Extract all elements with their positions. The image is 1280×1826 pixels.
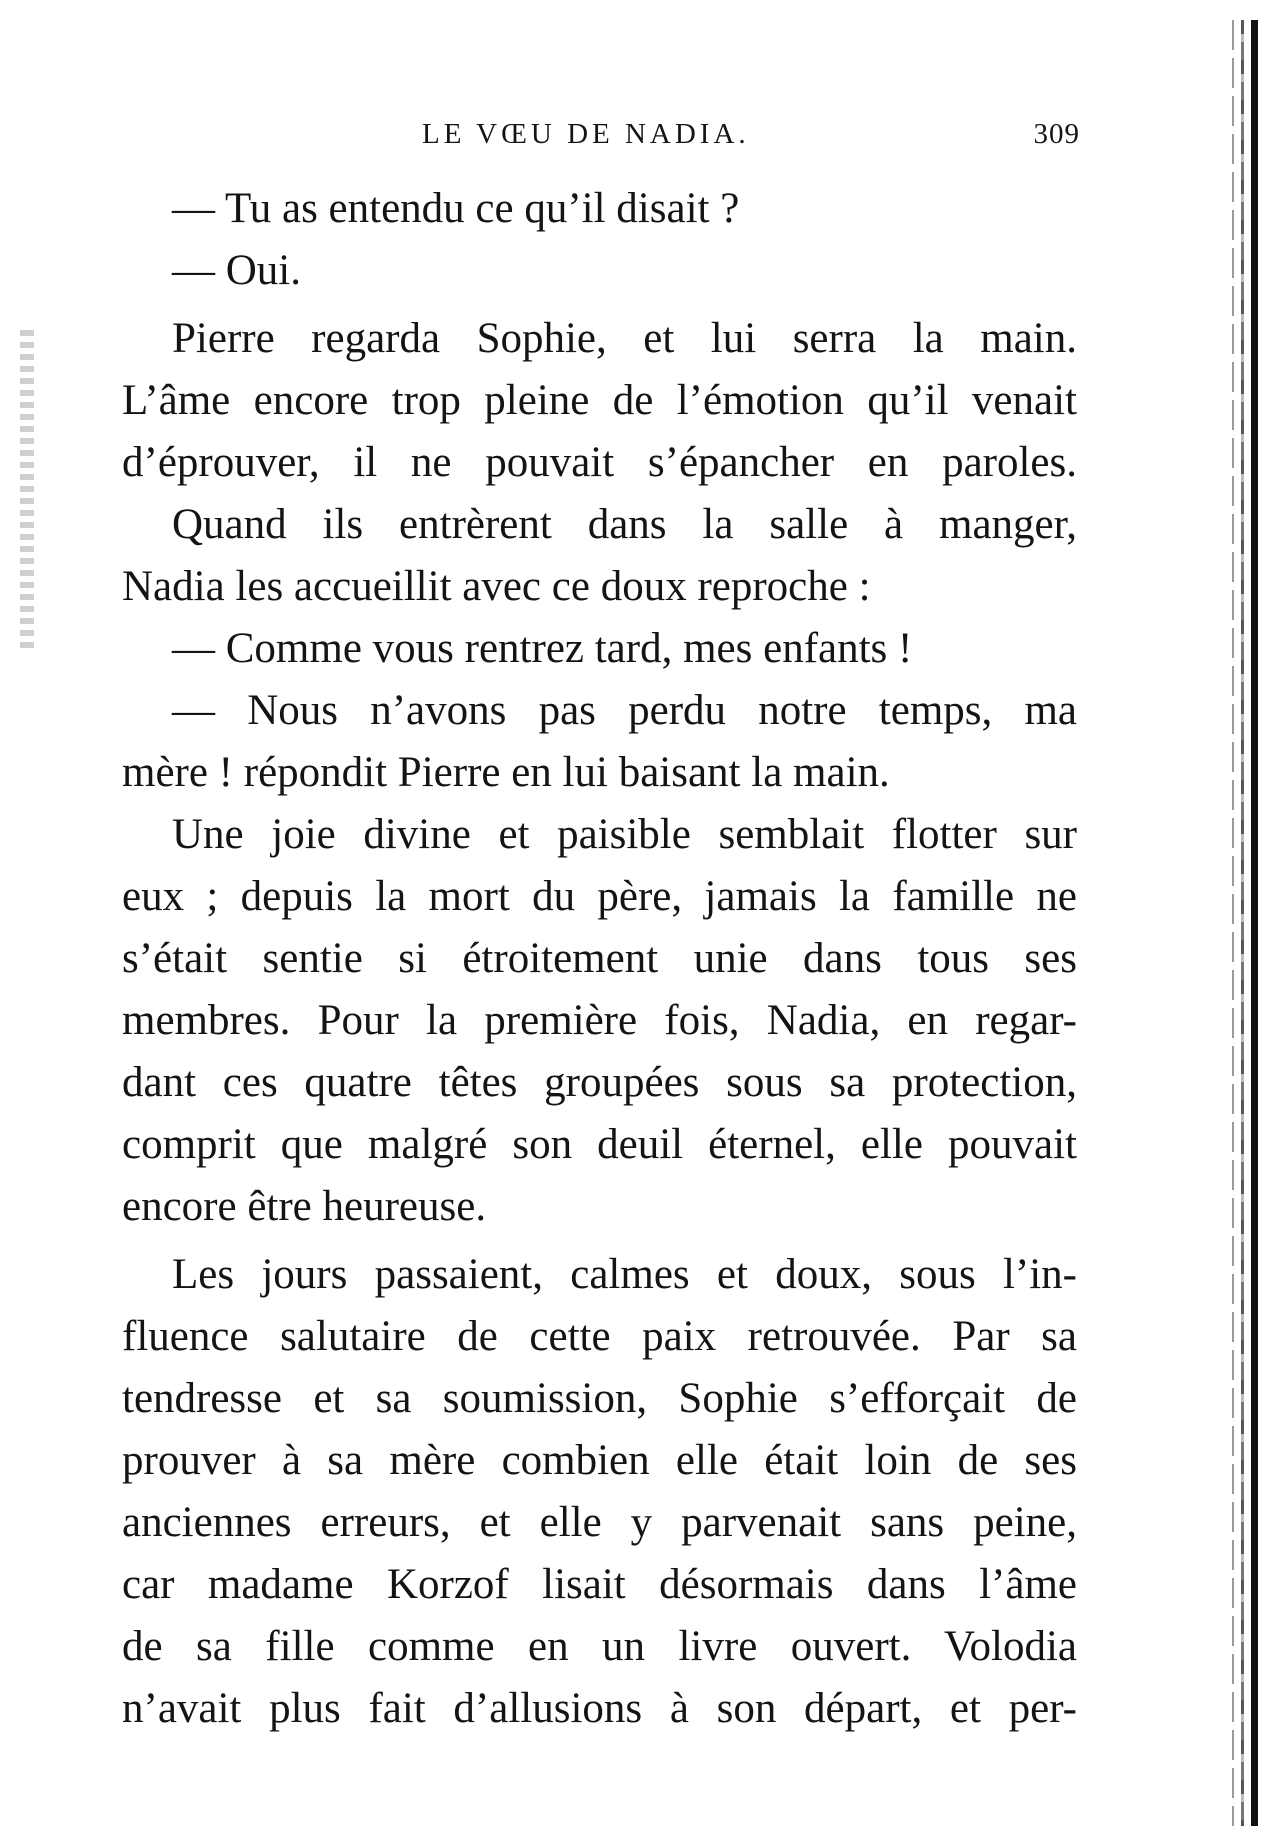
body-text — [122, 178, 1077, 1740]
page-number: 309 — [1033, 118, 1080, 150]
text-line: prouver à sa mère combien elle était loin de ses — [122, 1437, 1077, 1484]
paragraph-5 — [122, 618, 1077, 680]
paragraph-6 — [122, 680, 1077, 804]
text-line: Une joie divine et paisible semblait flotter sur — [172, 811, 1077, 858]
text-line: eux ; depuis la mort du père, jamais la famille ne — [122, 873, 1077, 920]
text-line: s’était sentie si étroitement unie dans tous ses — [122, 935, 1077, 982]
paragraph-4 — [122, 494, 1077, 618]
text-line: Quand ils entrèrent dans la salle à manger, — [172, 501, 1077, 548]
paragraph-3 — [122, 308, 1077, 494]
paragraph-7 — [122, 804, 1077, 1238]
text-line: Les jours passaient, calmes et doux, sous l’in- — [172, 1251, 1077, 1298]
text-line: car madame Korzof lisait désormais dans l’âme — [122, 1561, 1077, 1608]
scan-left-edge-noise — [20, 330, 34, 650]
text-line: — Tu as entendu ce qu’il disait ? — [172, 185, 740, 232]
text-line: dant ces quatre têtes groupées sous sa protection, — [122, 1059, 1077, 1106]
text-line: mère ! répondit Pierre en lui baisant la main. — [122, 749, 890, 796]
binding-shadow-faint — [1232, 20, 1234, 1826]
text-line: Nadia les accueillit avec ce doux reproche : — [122, 563, 871, 610]
binding-shadow-thin — [1241, 20, 1244, 1826]
text-line: anciennes erreurs, et elle y parvenait sans peine, — [122, 1499, 1077, 1546]
scan-binding-edge — [1222, 20, 1280, 1826]
text-line: L’âme encore trop pleine de l’émotion qu’il venait — [122, 377, 1077, 424]
running-head — [120, 118, 1080, 158]
text-line: de sa fille comme en un livre ouvert. Volodia — [122, 1623, 1077, 1670]
paragraph-2 — [122, 240, 1077, 302]
text-line: comprit que malgré son deuil éternel, elle pouvait — [122, 1121, 1077, 1168]
running-title: LE VŒU DE NADIA. — [422, 118, 750, 150]
text-line: encore être heureuse. — [122, 1183, 487, 1230]
text-line: fluence salutaire de cette paix retrouvée. Par sa — [122, 1313, 1077, 1360]
text-line: n’avait plus fait d’allusions à son départ, et per- — [122, 1685, 1077, 1732]
text-line: — Oui. — [172, 247, 301, 294]
text-line: membres. Pour la première fois, Nadia, en regar- — [122, 997, 1077, 1044]
text-line: Pierre regarda Sophie, et lui serra la main. — [172, 315, 1077, 362]
binding-shadow-thick — [1251, 20, 1258, 1826]
text-line: d’éprouver, il ne pouvait s’épancher en paroles. — [122, 439, 1077, 486]
paragraph-1 — [122, 178, 1077, 240]
text-line: tendresse et sa soumission, Sophie s’efforçait de — [122, 1375, 1077, 1422]
paragraph-8 — [122, 1244, 1077, 1740]
text-line: — Nous n’avons pas perdu notre temps, ma — [172, 687, 1077, 734]
text-line: — Comme vous rentrez tard, mes enfants ! — [172, 625, 913, 672]
